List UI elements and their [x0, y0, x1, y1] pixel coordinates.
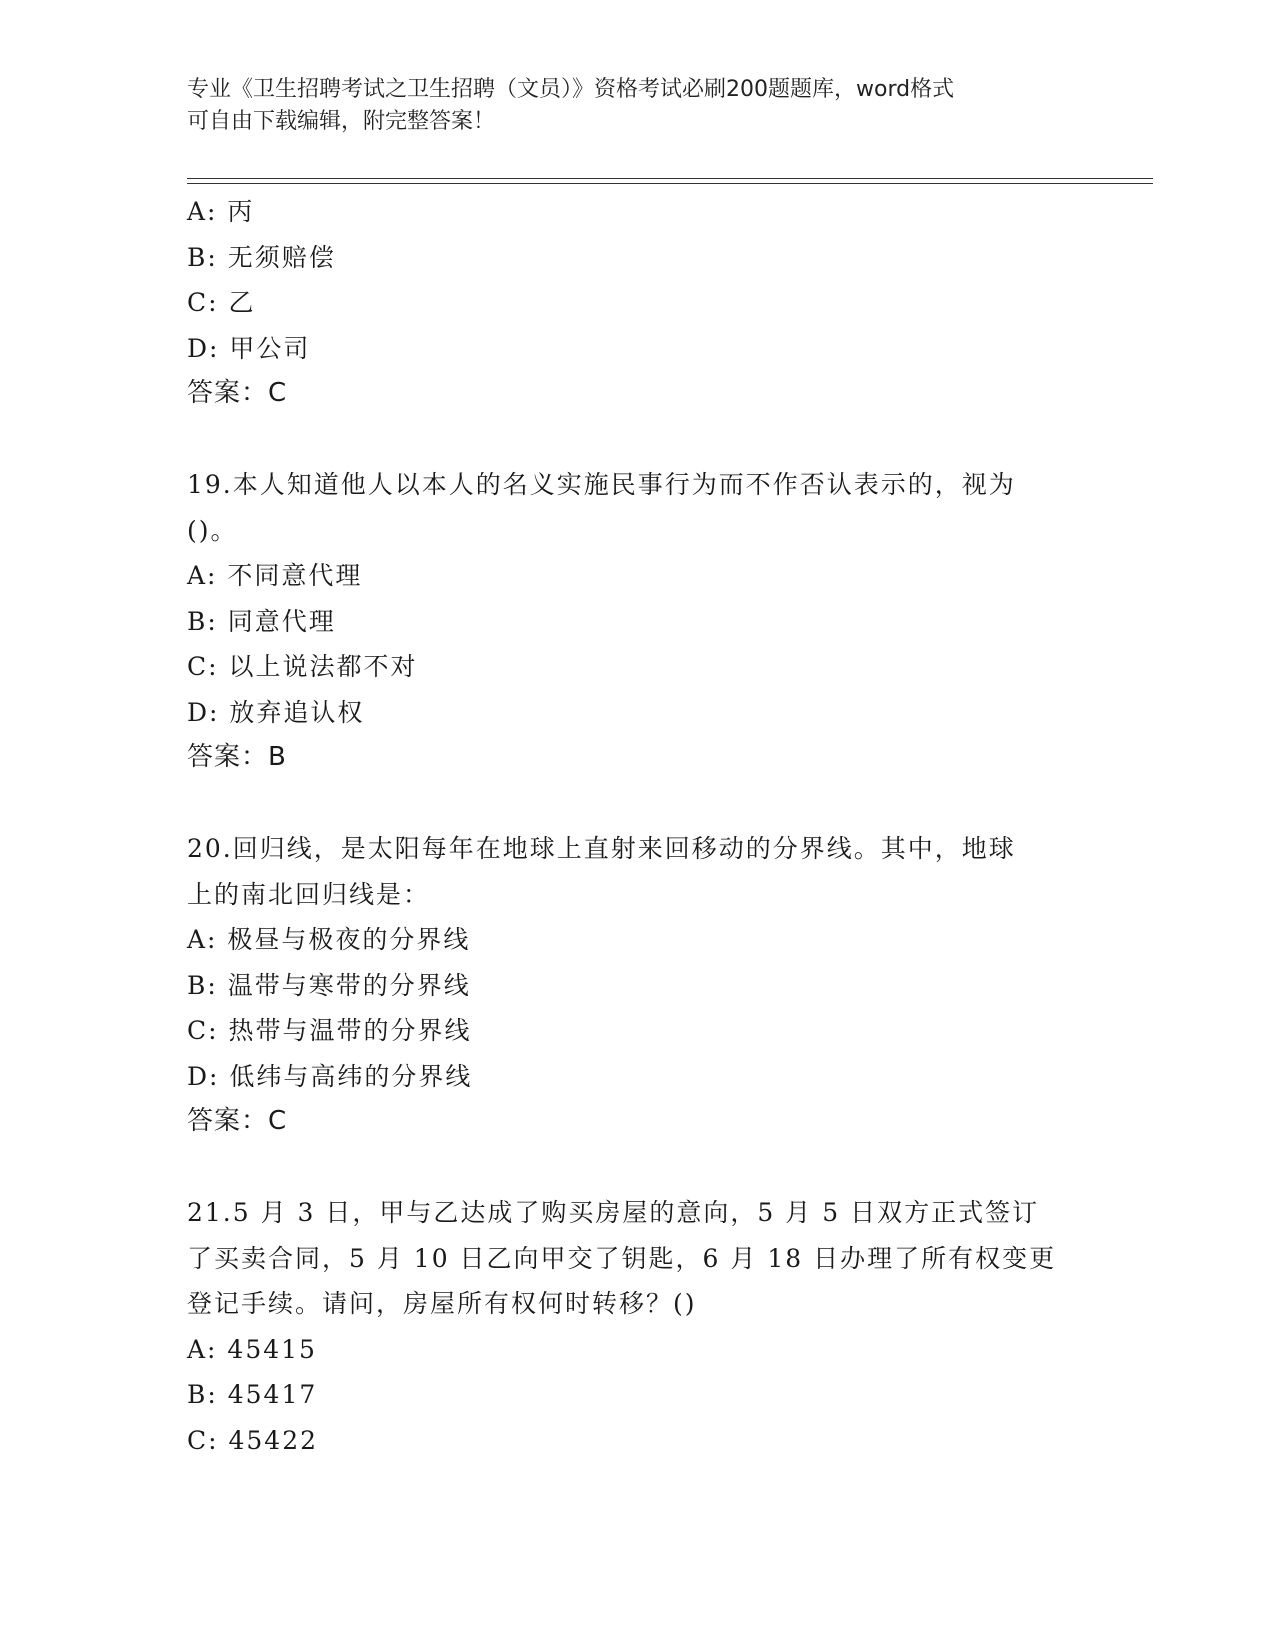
option-d: D: 甲公司: [187, 333, 311, 363]
header-line-1: 专业《卫生招聘考试之卫生招聘（文员）》资格考试必刷200题题库，word格式: [187, 77, 955, 102]
question-text-line-2: 了买卖合同，5 月 10 日乙向甲交了钥匙，6 月 18 日办理了所有权变更: [187, 1243, 1057, 1273]
question-text-line-2: ()。: [187, 515, 238, 545]
option-c: C: 以上说法都不对: [187, 652, 418, 681]
option-d: D: 放弃追认权: [187, 697, 365, 727]
option-c: C: 45422: [187, 1425, 319, 1455]
option-b: B: 无须赔偿: [187, 242, 336, 272]
question-list: [187, 189, 1087, 1463]
spacer: [187, 1145, 1087, 1191]
option-c: C: 乙: [187, 288, 256, 317]
header-divider-bottom: [187, 183, 1153, 184]
question-text-line-1: 19.本人知道他人以本人的名义实施民事行为而不作否认表示的，视为: [187, 470, 1016, 499]
option-a: A: 45415: [187, 1334, 317, 1364]
answer-line: 答案：B: [187, 742, 287, 772]
option-a: A: 丙: [187, 197, 255, 226]
header-divider-top: [187, 178, 1153, 179]
question-text-line-1: 20.回归线，是太阳每年在地球上直射来回移动的分界线。其中，地球: [187, 834, 1016, 863]
question-text-line-1: 21.5 月 3 日，甲与乙达成了购买房屋的意向，5 月 5 日双方正式签订: [187, 1198, 1040, 1227]
question-21: [187, 1190, 1087, 1463]
document-header: [187, 74, 1087, 138]
answer-line: 答案：C: [187, 1106, 288, 1136]
option-a: A: 极昼与极夜的分界线: [187, 925, 471, 954]
option-c: C: 热带与温带的分界线: [187, 1016, 472, 1045]
option-b: B: 45417: [187, 1380, 318, 1409]
option-a: A: 不同意代理: [187, 561, 363, 590]
question-20: [187, 826, 1087, 1145]
question-19: [187, 462, 1087, 781]
question-text-line-3: 登记手续。请问，房屋所有权何时转移？(): [187, 1289, 697, 1318]
option-b: B: 同意代理: [187, 606, 336, 636]
question-18: [187, 189, 1087, 417]
question-text-line-2: 上的南北回归线是：: [187, 879, 431, 909]
spacer: [187, 781, 1087, 827]
option-d: D: 低纬与高纬的分界线: [187, 1061, 473, 1091]
answer-line: 答案：C: [187, 378, 288, 408]
option-b: B: 温带与寒带的分界线: [187, 970, 471, 1000]
spacer: [187, 417, 1087, 463]
header-line-2: 可自由下载编辑，附完整答案！: [187, 109, 496, 134]
